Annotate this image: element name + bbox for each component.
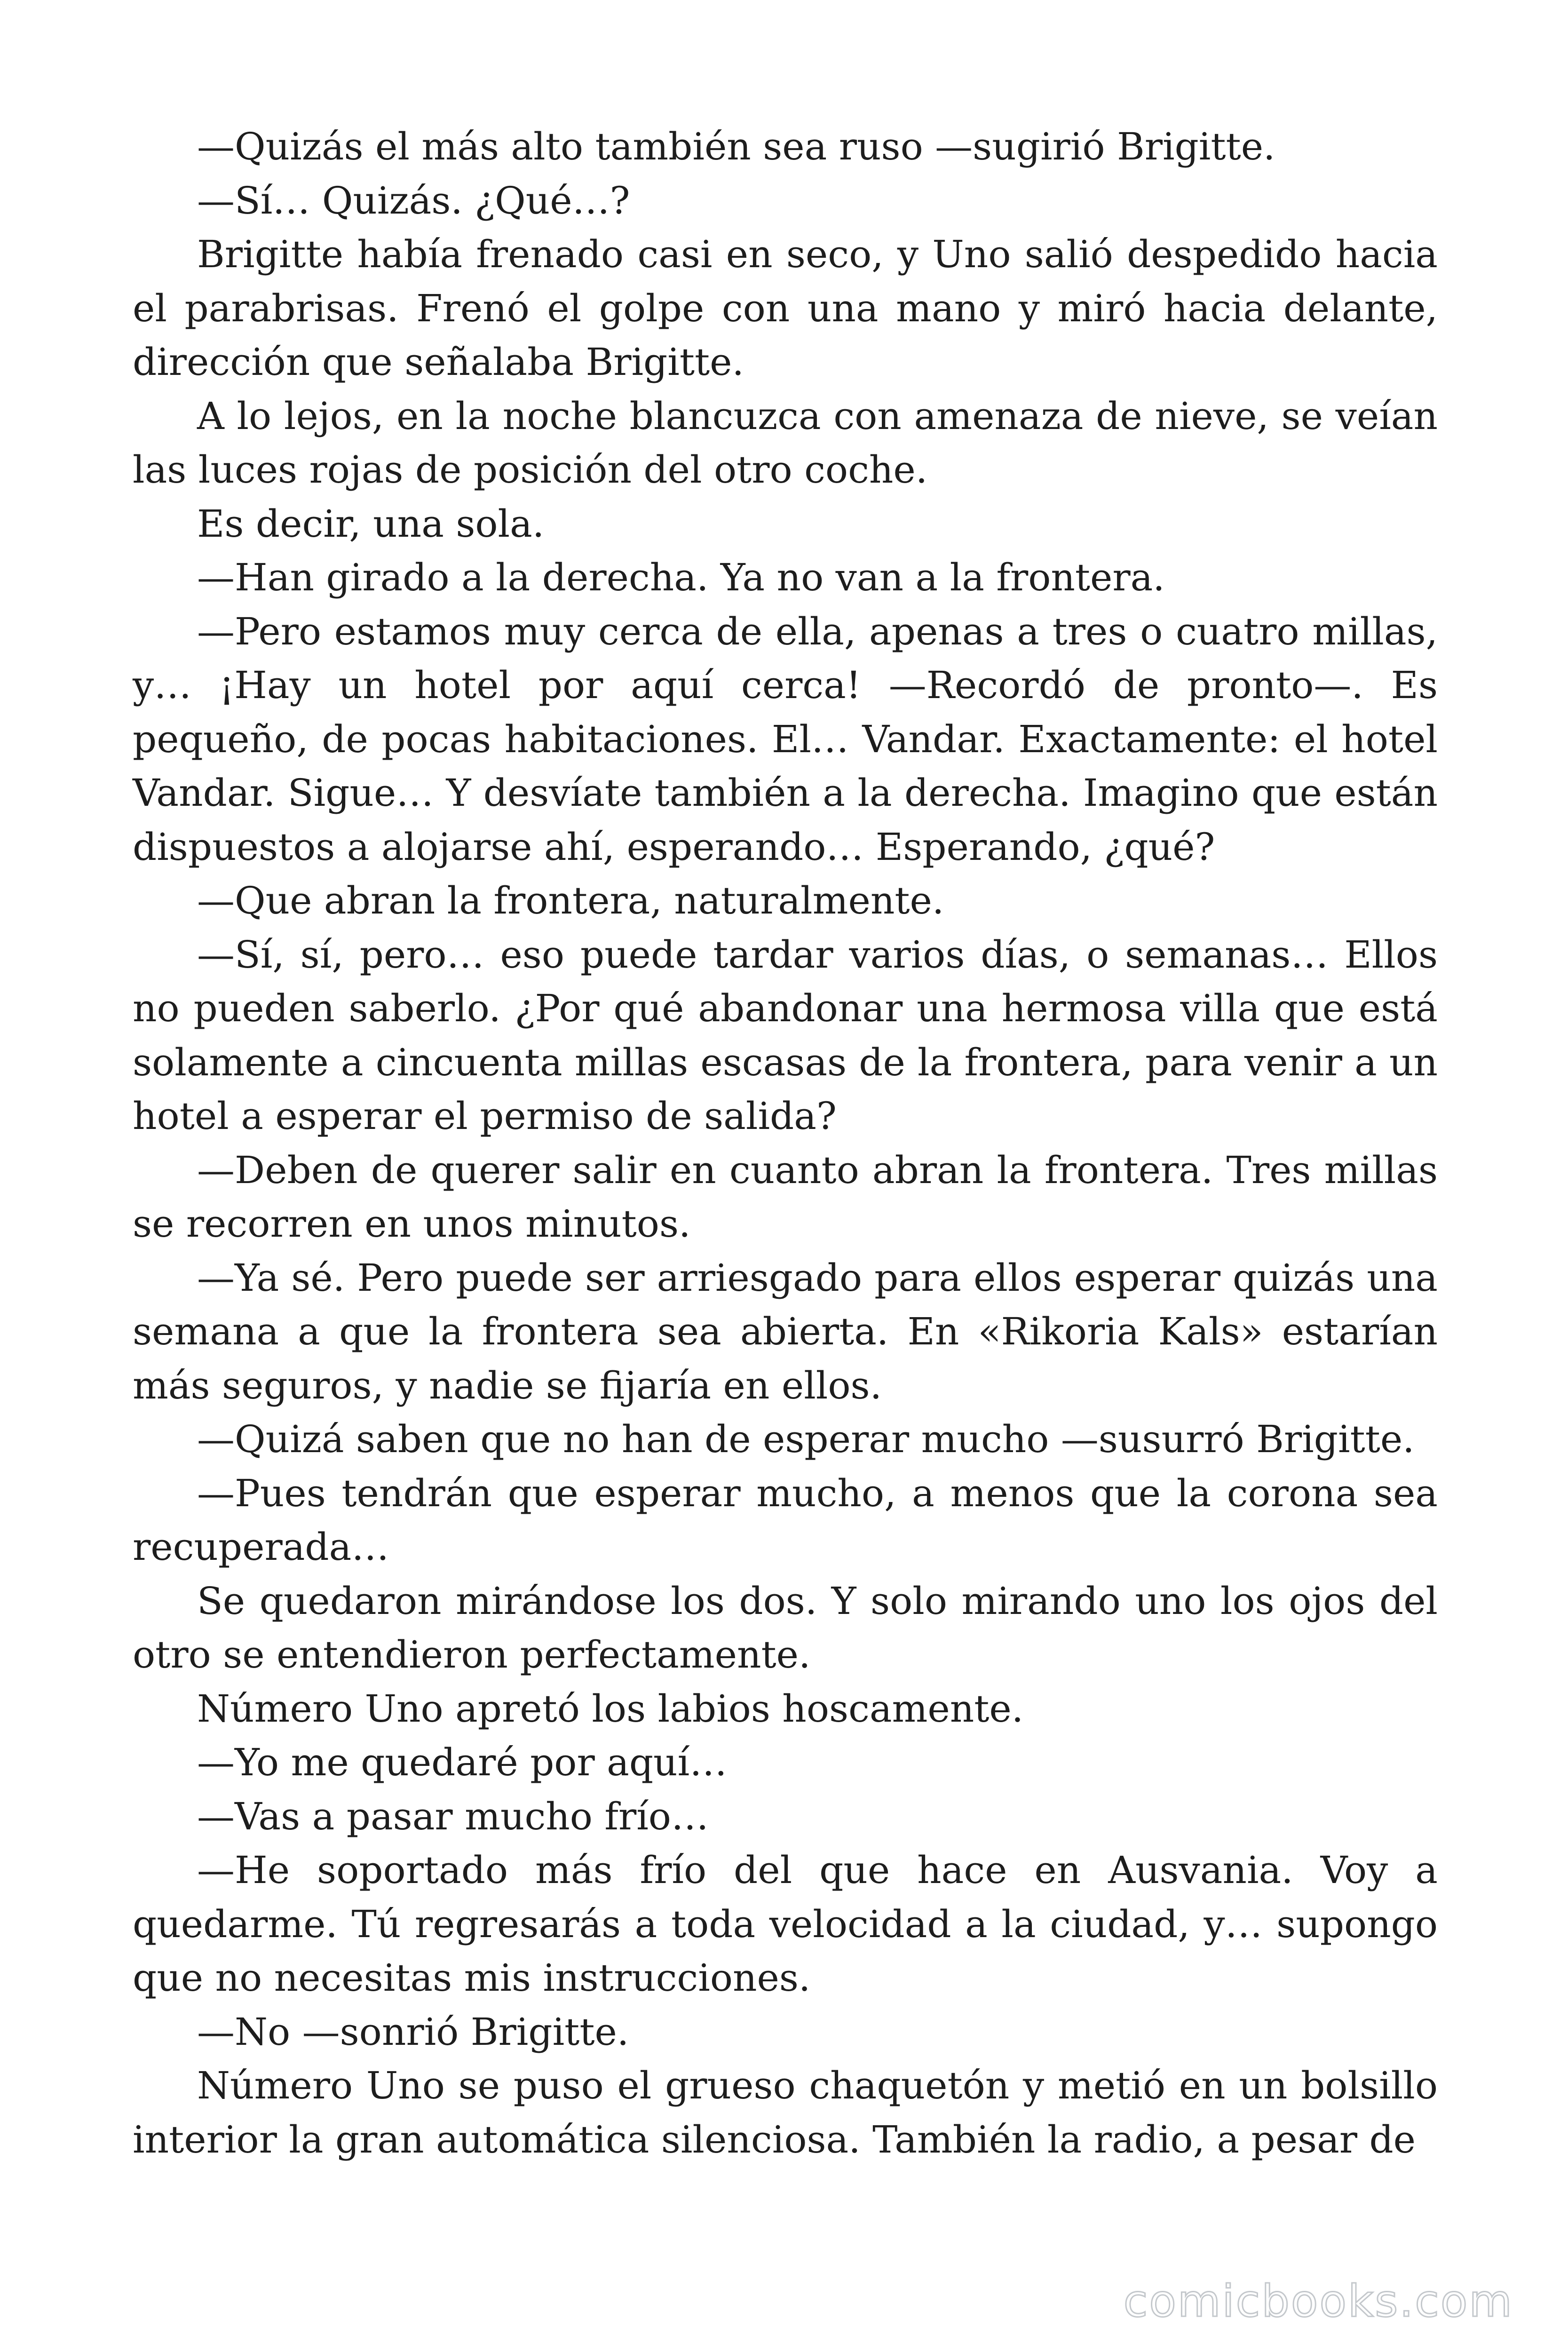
paragraph: Número Uno se puso el grueso chaquetón y metió en un bolsillo interior la gran automática silenciosa. También la radio, a pesar de	[133, 2064, 1438, 2161]
paragraph: —Deben de querer salir en cuanto abran la frontera. Tres millas se recorren en unos minutos.	[133, 1148, 1438, 1246]
paragraph: A lo lejos, en la noche blancuzca con amenaza de nieve, se veían las luces rojas de posición del otro coche.	[133, 394, 1438, 492]
paragraph: —Pero estamos muy cerca de ella, apenas a tres o cuatro millas, y… ¡Hay un hotel por aquí cerca! —Recordó de pronto—. Es pequeño, de pocas habitaciones. El… Vandar. Exactamente: el hotel Vandar. Sigue… Y desvíate también a la derecha. Imagino que están dispuestos a alojarse ahí, esperando… Esperando, ¿qué?	[133, 609, 1438, 869]
paragraph: —No —sonrió Brigitte.	[197, 2010, 629, 2054]
paragraph: —Pues tendrán que esperar mucho, a menos que la corona sea recuperada…	[133, 1471, 1438, 1569]
body-text	[133, 120, 1438, 2167]
paragraph: —Han girado a la derecha. Ya no van a la frontera.	[197, 556, 1165, 599]
paragraph: —Que abran la frontera, naturalmente.	[197, 879, 944, 922]
paragraph: —Vas a pasar mucho frío…	[197, 1794, 709, 1838]
paragraph: —Quizá saben que no han de esperar mucho —susurró Brigitte.	[197, 1417, 1415, 1461]
paragraph: —Ya sé. Pero puede ser arriesgado para ellos esperar quizás una semana a que la frontera sea abierta. En «Rikoria Kals» estarían más seguros, y nadie se fijaría en ellos.	[133, 1255, 1438, 1407]
watermark: comicbooks.com	[1123, 2276, 1513, 2327]
paragraph: —Sí, sí, pero… eso puede tardar varios días, o semanas… Ellos no pueden saberlo. ¿Por qué abandonar una hermosa villa que está solamente a cincuenta millas escasas de la frontera, para venir a un hotel a esperar el permiso de salida?	[133, 932, 1438, 1138]
paragraph: Es decir, una sola.	[197, 501, 545, 546]
paragraph: —Sí… Quizás. ¿Qué…?	[197, 178, 630, 222]
paragraph: —Yo me quedaré por aquí…	[197, 1740, 728, 1784]
paragraph: Número Uno apretó los labios hoscamente.	[197, 1686, 1024, 1731]
paragraph: —He soportado más frío del que hace en Ausvania. Voy a quedarme. Tú regresarás a toda velocidad a la ciudad, y… supongo que no necesitas mis instrucciones.	[133, 1848, 1438, 2000]
paragraph: Se quedaron mirándose los dos. Y solo mirando uno los ojos del otro se entendieron perfectamente.	[133, 1579, 1438, 1677]
paragraph: —Quizás el más alto también sea ruso —sugirió Brigitte.	[197, 125, 1275, 168]
paragraph: Brigitte había frenado casi en seco, y Uno salió despedido hacia el parabrisas. Frenó el golpe con una mano y miró hacia delante, dirección que señalaba Brigitte.	[133, 232, 1438, 384]
